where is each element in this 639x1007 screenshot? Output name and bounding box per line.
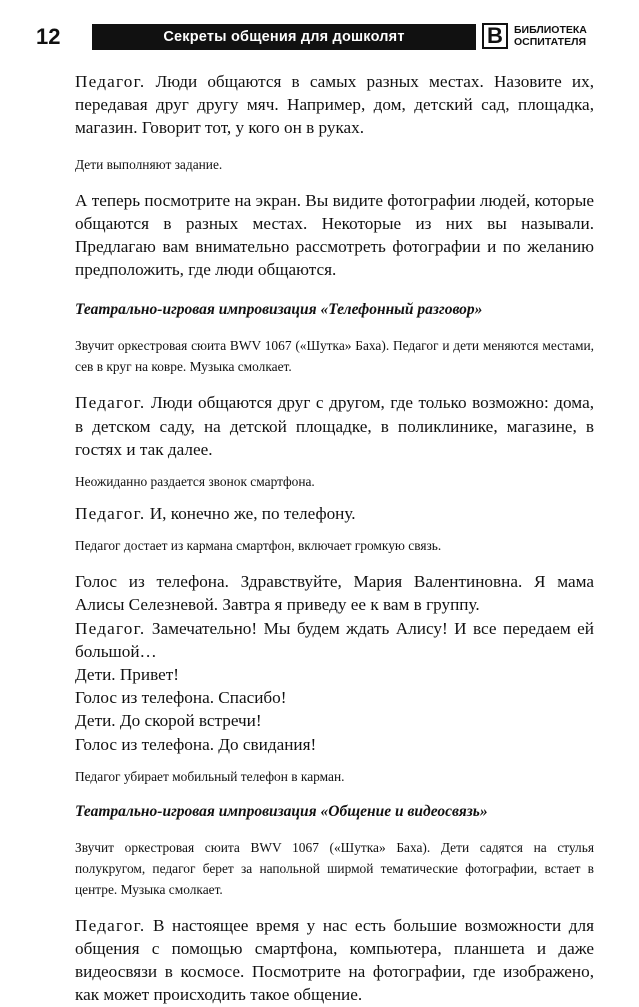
dialogue-line-1: Голос из телефона. Здравствуйте, Мария Валентиновна. Я мама Алисы Селезневой. Завтра я приведу ее к вам в группу. (75, 572, 594, 615)
section-heading-1: Театрально-игровая импровизация «Телефонный разговор» (75, 301, 483, 319)
stage-note-2: Звучит оркестровая сюита BWV 1067 («Шутка» Баха). Педагог и дети меняются местами, сев в круг на ковре. Музыка смолкает. (75, 338, 594, 375)
speaker: Педагог. (75, 618, 146, 638)
speaker: Педагог. (75, 504, 146, 524)
paragraph-3 (75, 391, 594, 461)
section-heading-2: Театрально-игровая импровизация «Общение и видеосвязь» (75, 802, 488, 820)
page-number: 12 (36, 24, 61, 49)
book-title: Секреты общения для дошколят (163, 29, 405, 45)
series-line-2: ОСПИТАТЕЛЯ (514, 36, 586, 48)
page-header (36, 24, 596, 50)
stage-note-4: Педагог достает из кармана смартфон, включает громкую связь. (75, 538, 442, 554)
series-name (514, 24, 587, 48)
speech: В настоящее время у нас есть большие возможности для общения с помощью смартфона, компьютера, планшета и даже видеосвязи в космосе. Посмотрите на фотографии, где изображено, как может происходить такое общение. (75, 915, 594, 1005)
book-title-bar (92, 24, 476, 50)
speaker: Педагог. (75, 72, 146, 91)
dialogue-line-5: Дети. До скорой встречи! (75, 711, 262, 731)
series-logo (482, 22, 632, 52)
stage-note-1: Дети выполняют задание. (75, 156, 223, 172)
paragraph-1 (75, 70, 594, 140)
speaker: Педагог. (75, 915, 146, 935)
speech: Люди общаются друг с другом, где только возможно: дома, в детском саду, на детской площадке, в поликлинике, магазине, в гостях и так далее. (75, 393, 594, 459)
speaker: Педагог. (75, 393, 146, 413)
series-letter: В (482, 23, 508, 49)
stage-note-6: Звучит оркестровая сюита BWV 1067 («Шутка» Баха). Дети садятся на стулья полукругом, педагог берет за напольной ширмой тематические фотографии, встает в центре. Музыка смолкает. (75, 839, 594, 897)
paragraph-4 (75, 502, 594, 525)
stage-note-3: Неожиданно раздается звонок смартфона. (75, 474, 315, 490)
stage-note-5: Педагог убирает мобильный телефон в карман. (75, 768, 345, 784)
speech: Люди общаются в самых разных местах. Назовите их, передавая друг другу мяч. Например, дом, детский сад, площадка, магазин. Говорит тот, у кого он в руках. (75, 72, 594, 138)
paragraph-2: А теперь посмотрите на экран. Вы видите фотографии людей, которые общаются в разных местах. Некоторые из них вы называли. Предлагаю вам внимательно рассмотреть фотографии и по желанию предположить, где люди общаются. (75, 190, 594, 280)
speech: Замечательно! Мы будем ждать Алису! И все передаем ей большой… (75, 618, 594, 661)
series-line-1: БИБЛИОТЕКА (514, 24, 587, 36)
dialogue-line-2 (75, 617, 594, 663)
speech: И, конечно же, по телефону. (145, 504, 356, 524)
dialogue-line-3: Дети. Привет! (75, 665, 179, 685)
dialogue-line-6: Голос из телефона. До свидания! (75, 734, 317, 754)
page-content (75, 70, 594, 1007)
paragraph-5 (75, 914, 594, 1007)
dialogue-line-4: Голос из телефона. Спасибо! (75, 688, 287, 708)
